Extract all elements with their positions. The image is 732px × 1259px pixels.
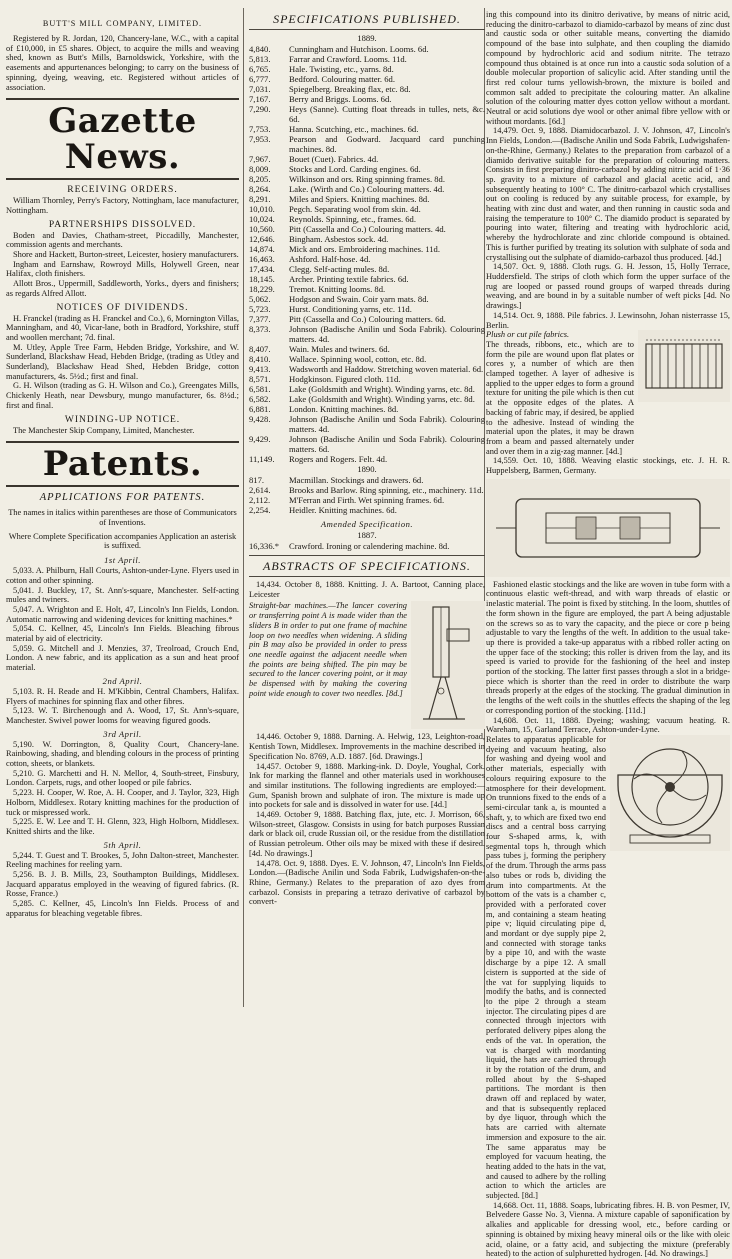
specification-row	[249, 134, 485, 154]
specification-number: 6,581.	[249, 384, 271, 394]
specification-number: 7,031.	[249, 84, 271, 94]
specification-text: Johnson (Badische Anilin und Soda Fabrik). Colouring matters. 6d.	[289, 434, 485, 454]
specification-number: 7,377.	[249, 314, 271, 324]
patent-application: 5,103. R. H. Reade and H. M'Kibbin, Central Chambers, Halifax. Flyers of machines for spinning flax and other fibres.	[6, 686, 239, 706]
specification-number: 18,229.	[249, 284, 275, 294]
specification-text: Brooks and Barlow. Ring spinning, etc., machinery. 11d.	[289, 485, 484, 495]
specification-row	[249, 434, 485, 454]
abstract-dyeing	[486, 735, 730, 1201]
specification-number: 6,582.	[249, 394, 271, 404]
patent-application: 5,256. B. J. B. Mills, 23, Southampton Buildings, Middlesex. Jacquard apparatus employed in the weaving of figured fabrics. (R. Rosse, France.)	[6, 870, 239, 899]
patent-application: 5,054. C. Kellner, 45, Lincoln's Inn Fields. Bleaching fibrous material by aid of electricity.	[6, 624, 239, 644]
specification-text: Reynolds. Spinning, etc., frames. 6d.	[289, 214, 416, 224]
column-middle	[249, 0, 485, 1011]
knitting-figure	[411, 601, 485, 729]
specification-row	[249, 485, 485, 495]
specification-row	[249, 404, 485, 414]
abstract-dyes: 14,478. Oct. 9, 1888. Dyes. E. V. Johnson, 47, Lincoln's Inn Fields, London.—(Badische Anilin und Soda Fabrik, Ludwigshafen-on-the-Rhine, Germany.) Relates to the preparation of azo dyes from carbazol. Consists in preparing a tetrazo derivative of carbazol by convert-	[249, 858, 485, 907]
specification-number: 6,777.	[249, 74, 271, 84]
specification-number: 6,765.	[249, 64, 271, 74]
specification-number: 7,290.	[249, 104, 271, 114]
specification-row	[249, 495, 485, 505]
specification-text: Johnson (Badische Anilin und Soda Fabrik). Colouring matters. 4d.	[289, 414, 485, 434]
divider	[6, 485, 239, 487]
specification-number: 8,410.	[249, 354, 271, 364]
specification-row	[249, 304, 485, 314]
specification-row	[249, 284, 485, 294]
specification-row	[249, 364, 485, 374]
specification-number: 5,813.	[249, 54, 271, 64]
patent-application: 5,210. G. Marchetti and H. N. Mellor, 4, South-street, Finsbury, London. Carpets, rugs, and other looped or pile fabrics.	[6, 768, 239, 788]
year-heading: 1889.	[357, 33, 377, 43]
specification-number: 2,254.	[249, 505, 271, 515]
specification-number: 7,967.	[249, 154, 271, 164]
gazette-news-title: Gazette News.	[48, 101, 197, 178]
specification-text: Lake (Goldsmith and Wright). Winding yarns, etc. 8d.	[289, 384, 475, 394]
specification-number: 8,291.	[249, 194, 271, 204]
date-heading: 1st April.	[104, 555, 141, 566]
specification-row	[249, 104, 485, 124]
partnership-item: Shore and Hackett, Burton-street, Leicester, hosiery manufacturers.	[13, 250, 239, 260]
patent-application: 5,223. H. Cooper, W. Roe, A. H. Cooper, and J. Taylor, 323, High Holborn, Middlesex. Rotary knitting machines for the production of tuck or mispressed work.	[6, 788, 239, 817]
specification-row	[249, 74, 485, 84]
specification-text: Pitt (Cassella and Co.) Colouring matters. 6d.	[289, 314, 446, 324]
patent-application: 5,190. W. Dorrington, 8, Quality Court, Chancery-lane. Rainbowing, shading, and blending colours in the process of printing cotton, sheets, or blankets.	[6, 739, 239, 769]
specification-number: 12,646.	[249, 234, 275, 244]
specification-text: Stocks and Lord. Carding engines. 6d.	[289, 164, 421, 174]
spec-list-1889	[249, 44, 485, 464]
specification-text: Cunningham and Hutchison. Looms. 6d.	[289, 44, 429, 54]
patent-application: 5,285. C. Kellner, 45, Lincoln's Inn Fields. Process of and apparatus for bleaching vegetable fibres.	[6, 899, 239, 918]
specification-text: Crawford. Ironing or calendering machine. 8d.	[289, 541, 450, 551]
specification-row	[249, 354, 485, 364]
year-heading: 1890.	[357, 464, 377, 474]
specification-number: 14,874.	[249, 244, 275, 254]
specification-number: 6,881.	[249, 404, 271, 414]
receiving-orders-text: William Thornley, Perry's Factory, Nottingham, lace manufacturer, Nottingham.	[6, 196, 239, 215]
dividend-item: H. Franckel (trading as H. Franckel and Co.), 6, Mornington Villas, Manningham, and 40, Vicar-lane, both in Bradford, Yorkshire, stuff and woollen merchant; 7d. final.	[6, 313, 239, 342]
specification-text: Lake. (Wirth and Co.) Colouring matters. 4d.	[289, 184, 445, 194]
abstract-text: Straight-bar machines.—The lancer covering or transferring point A is made wider than the sliders B in order to put one frame of machine loop on two needles when widening. A sliding pin B may also be provided in order to press one needle against the adjacent needle when the points are being shifted. The pin may be secured to the lancer covering point, or it may be dispensed with by making the covering point wide enough to cover two needles. [8d.]	[249, 601, 407, 698]
specification-row	[249, 384, 485, 394]
specification-row	[249, 344, 485, 354]
specification-number: 17,434.	[249, 264, 275, 274]
specification-text: Berry and Briggs. Looms. 6d.	[289, 94, 392, 104]
patent-application: 5,244. T. Guest and T. Brookes, 5, John Dalton-street, Manchester. Reeling machines for reeling yarn.	[6, 850, 239, 870]
specification-number: 16,336.*	[249, 541, 280, 551]
patent-application: 5,041. J. Buckley, 17, St. Ann's-square, Manchester. Self-acting mules and twiners.	[6, 585, 239, 605]
specification-number: 9,428.	[249, 414, 271, 424]
specification-text: Spiegelberg. Breaking flax, etc. 8d.	[289, 84, 411, 94]
specification-row	[249, 454, 485, 464]
abstract-text: The threads, ribbons, etc., which are to form the pile are wound upon flat plates or cores y, a number of which are then clamped together. A layer of adhesive is applied to the upper edges to form a ground texture for uniting the pile which is then cut at the opposite edges of the plates. A backing of fabric may, if desired, be applied to the adhesive. Instead of winding the material upon the plates, it may be drawn from a beam and passed alternately under and over them in a zig-zag manner. [4d.]	[486, 339, 634, 456]
abstract-continued: ing this compound into its dinitro derivative, by means of nitric acid, reducing the dinitro-carbazol to diamido-carbazol by means of zinc dust and caustic soda or other suitable means, converting the diamido compound of the base into sulphate, and then coupling the diamido compound by hydrochloric acid and sodium nitrite. The tetrazo compound thus obtained is at once run into a caustic soda solution of a double molecular proportion of salicylic acid. After standing until the first red colour turns yellowish-brown, the mixture is boiled and common salt added to precipitate the colouring matter. An alkaline solution of the colouring matter dyes cotton yellow without a mordant. Neutral or acid solutions dye wool or other animal fibre yellow with or without mordants. [6d.]	[486, 10, 730, 126]
patent-application: 5,047. A. Wrighton and E. Holt, 47, Lincoln's Inn Fields, London. Automatic narrowing and widening devices for knitting machines.*	[6, 604, 239, 624]
dividend-item: M. Utley, Apple Tree Farm, Hebden Bridge, Yorkshire, and W. Sunderland, Blackshaw Head, Hebden Bridge, (trading as Utley and Sunderland), Blackshaw Head Shed, Hebden Bridge, cotton manufacturers, 4s. 5½d.; first and final.	[6, 342, 239, 381]
specification-text: Lake (Goldsmith and Wright). Winding yarns, etc. 8d.	[289, 394, 475, 404]
specification-number: 8,205.	[249, 174, 271, 184]
specification-text: M'Ferran and Firth. Wet spinning frames. 6d.	[289, 495, 445, 505]
specification-text: Wallace. Spinning wool, cotton, etc. 8d.	[289, 354, 427, 364]
amended-heading: Amended Specification.	[320, 519, 414, 529]
applications-note: The names in italics within parentheses are those of Communicators of Inventions.	[8, 508, 237, 527]
abstract-stockings-text: Fashioned elastic stockings and the like are woven in tube form with a continuous elastic weft-thread, and with warp threads of elastic or inelastic material. The point is fixed by stitching. In the loom, shuttles of the form shown in the figure are employed, the part A being adjustable on the screws so as to vary the capacity, and the piece or core p being adjustable to vary the lengths of the weft. In addition to the usual take-up there is provided a take-up apparatus with a ribbed roller acting on the upper face of the stocking; this roller is driven from the lay, and its speed is varied to provide for the fashioning of the heel and instep portion of the stocking. The latter first passes through a slot in a bridge-piece which is shorter than the reed in order to distribute the warp threads properly at the edges of the stocking. The gradual diminution in the lengths of the weft coils in the shuttles effects the shaping of the leg or corresponding portion of the stocking. [11d.]	[486, 579, 730, 715]
specification-row	[249, 64, 485, 74]
abstract-elastic-stockings: 14,559. Oct. 10, 1888. Weaving elastic stockings, etc. J. H. R. Huppelsberg, Barmen, Germany.	[486, 456, 730, 476]
applications-heading: APPLICATIONS FOR PATENTS.	[39, 492, 206, 504]
specification-row	[249, 194, 485, 204]
specification-text: Johnson (Badische Anilin und Soda Fabrik). Colouring matters. 4d.	[289, 324, 485, 344]
specification-text: Pitt (Cassella and Co.) Colouring matters. 4d.	[289, 224, 446, 234]
divider	[6, 98, 239, 100]
specification-row	[249, 264, 485, 274]
abstract-diamidocarbazol: 14,479. Oct. 9, 1888. Diamidocarbazol. J. V. Johnson, 47, Lincoln's Inn Fields, London.—(Badische Anilin und Soda Fabrik, Ludwigshafen-on-the-Rhine, Germany.) Relates to the preparation from carbazol of a diamido derivative suitable for the preparation of colouring matters. Consists in first preparing dinitro-carbazol by adding nitric acid of 1·36 sp. gravity to a mixture of carbazol and glacial acetic acid, and subsequently heating to 100° C. The dinitro-carbazol which crystallises out on cooling is reduced by any suitable process, for example, by heating with zinc dust and water, and then running in caustic soda and raising the temperature to 100° C. The diamido product is separated by pouring into water, filtering and treating with hydrochloric acid, whereby the hydrochlorate and zinc chloride compound is obtained. This is further purified by treating its solution with sulphate of soda and crystallising out the sulphate of diamido-carbazol thus produced. [4d.]	[486, 126, 730, 262]
specification-row	[249, 314, 485, 324]
specification-row	[249, 124, 485, 134]
specification-text: Hanna. Scutching, etc., machines. 6d.	[289, 124, 419, 134]
partnership-item: Allott Bros., Uppermill, Saddleworth, Yorks., dyers and finishers; as regards Alfred Allott.	[6, 279, 239, 298]
specification-row	[249, 244, 485, 254]
specification-number: 2,614.	[249, 485, 271, 495]
specification-row	[249, 94, 485, 104]
specification-text: Pearson and Godward. Jacquard card punching machines. 8d.	[289, 134, 485, 154]
column-right	[486, 0, 730, 1259]
specification-number: 5,062.	[249, 294, 271, 304]
specification-text: Hodgson and Swain. Coir yarn mats. 8d.	[289, 294, 429, 304]
patent-application: 5,033. A. Philburn, Hall Courts, Ashton-under-Lyne. Flyers used in cotton and other spinning.	[6, 566, 239, 585]
specification-text: Tremot. Knitting looms. 8d.	[289, 284, 386, 294]
specification-number: 18,145.	[249, 274, 275, 284]
date-heading: 3rd April.	[103, 728, 142, 739]
specification-number: 10,024.	[249, 214, 275, 224]
abstract-marking-ink: 14,457. October 9, 1888. Marking-ink. D. Doyle, Youghal, Cork. Ink for marking the flannel and other materials used in workhouses and similar institutions. The following ingredients are employed:—Gum, Spanish brown and sulphate of iron. The mixture is made up into pockets for sale and is dissolved in water for use. [4d.]	[249, 761, 485, 810]
specification-row	[249, 505, 485, 515]
specification-row	[249, 394, 485, 404]
specification-number: 817.	[249, 475, 265, 485]
specification-text: Bingham. Asbestos sock. 4d.	[289, 234, 389, 244]
partnership-item: Ingham and Earnshaw, Rowroyd Mills, Holywell Green, near Halifax, cloth finishers.	[6, 259, 239, 279]
abstract-darning: 14,446. October 9, 1888. Darning. A. Helwig, 123, Leighton-road, Kentish Town, Middlesex. Improvements in the machine described in Specification No. 8769, A.D. 1887. [6d. Drawings.]	[249, 732, 485, 761]
specification-text: Heys (Sanne). Cutting float threads in tulles, nets, &c. 6d.	[289, 104, 485, 124]
specification-text: Bedford. Colouring matter. 6d.	[289, 74, 395, 84]
abstract-subheading: Plush or cut pile fabrics.	[486, 330, 570, 340]
abstract-heading: 14,434. October 8, 1888. Knitting. J. A. Bartoot, Canning place, Leicester	[249, 580, 485, 599]
specification-number: 16,463.	[249, 254, 275, 264]
winding-up-text: The Manchester Skip Company, Limited, Manchester.	[13, 425, 195, 435]
abstracts-title: ABSTRACTS OF SPECIFICATIONS.	[263, 559, 471, 573]
dyeing-drum-figure	[610, 735, 730, 851]
specification-text: Heidler. Knitting machines. 6d.	[289, 505, 397, 515]
date-heading: 2nd April.	[102, 675, 143, 686]
specification-number: 7,953.	[249, 134, 271, 144]
specification-row	[249, 174, 485, 184]
partnerships-heading: PARTNERSHIPS DISSOLVED.	[48, 219, 197, 230]
specification-number: 10,560.	[249, 224, 275, 234]
specification-text: Pegch. Separating wool from skin. 4d.	[289, 204, 421, 214]
column-left	[6, 0, 239, 1011]
specification-row	[249, 44, 485, 54]
specification-row	[249, 154, 485, 164]
specification-row	[249, 274, 485, 284]
abstract-pile-heading: 14,514. Oct. 9, 1888. Pile fabrics. J. Lewinsohn, Johan nisterrasse 15, Berlin.	[486, 310, 730, 330]
specification-text: London. Knitting machines. 8d.	[289, 404, 399, 414]
divider	[249, 555, 485, 556]
specification-number: 8,009.	[249, 164, 271, 174]
specification-row	[249, 224, 485, 234]
abstract-dyeing-heading: 14,608. Oct. 11, 1888. Dyeing; washing; vacuum heating. R. Wareham, 15, Garland Terrace, Ashton-under-Lyne.	[486, 715, 730, 735]
company-heading: BUTT'S MILL COMPANY, LIMITED.	[42, 19, 203, 28]
specification-row	[249, 234, 485, 244]
specification-row	[249, 374, 485, 384]
spec-list-1890	[249, 475, 485, 515]
specification-text: Wadsworth and Haddow. Stretching woven material. 6d.	[289, 364, 484, 374]
specification-text: Miles and Spiers. Knitting machines. 8d.	[289, 194, 430, 204]
specification-text: Hale. Twisting, etc., yarns. 8d.	[289, 64, 394, 74]
divider	[249, 29, 485, 30]
partnership-item: Boden and Davies, Chatham-street, Piccadilly, Manchester, commission agents and merchants.	[6, 230, 239, 250]
specification-row	[249, 54, 485, 64]
date-heading: 5th April.	[103, 839, 142, 850]
specification-text: Farrar and Crawford. Looms. 11d.	[289, 54, 407, 64]
amended-list	[249, 541, 485, 551]
specification-text: Clegg. Self-acting mules. 8d.	[289, 264, 390, 274]
specification-number: 8,373.	[249, 324, 271, 334]
specification-row	[249, 324, 485, 344]
specification-row	[249, 204, 485, 214]
specification-number: 2,112.	[249, 495, 271, 505]
specification-number: 5,723.	[249, 304, 271, 314]
specification-number: 10,010.	[249, 204, 275, 214]
specification-number: 4,840.	[249, 44, 271, 54]
patent-application: 5,059. G. Mitchell and J. Menzies, 37, Treolroad, Crouch End, London. A new fabric, and its application as a sun and heat proof material.	[6, 643, 239, 673]
winding-up-heading: WINDING-UP NOTICE.	[64, 414, 181, 425]
specification-row	[249, 84, 485, 94]
specification-number: 8,264.	[249, 184, 271, 194]
shuttle-figure	[486, 479, 730, 577]
specification-number: 7,167.	[249, 94, 271, 104]
abstract-pile-fabrics	[486, 330, 730, 456]
specification-text: Hurst. Conditioning yarns, etc. 11d.	[289, 304, 412, 314]
patent-application: 5,225. E. W. Lee and T. H. Glenn, 323, High Holborn, Middlesex. Knitted shirts and the like.	[6, 817, 239, 836]
dividend-item: G. H. Wilson (trading as G. H. Wilson and Co.), Greengates Mills, Chickenly Heath, near Dewsbury, mungo manufacturer, 6s. 8½d.; first and final.	[6, 381, 239, 410]
abstract-knitting	[249, 601, 485, 729]
company-notice: Registered by R. Jordan, 120, Chancery-lane, W.C., with a capital of £10,000, in £5 shares. Object, to acquire the mills and weaving shed, known as Butt's Mills, Barnoldswick, Yorkshire, with the easements and appurtenances belonging; to carry on the business of spinning, dyeing, weaving, etc. Registered without articles of association.	[6, 34, 239, 92]
year-heading: 1887.	[357, 530, 377, 540]
divider	[6, 441, 239, 443]
abstract-soaps: 14,668. Oct. 11, 1888. Soaps, lubricating fibres. H. B. von Pesmer, IV, Belvedere Gasse No. 3, Vienna. A mixture capable of saponification by alkalies and applicable for dressing wool, etc., before carding or spinning is obtained by mixing heavy mineral oils or the like with oleic acid, olaine, or a fatty acid, and subjecting the mixture (preferably heated) to the action of sulphuretted hydrogen. [4d. No drawings.]	[486, 1200, 730, 1259]
specification-text: Mick and ors. Embroidering machines. 11d.	[289, 244, 440, 254]
pile-plates-figure	[638, 330, 730, 402]
abstract-cloth-rugs: 14,507. Oct. 9, 1888. Cloth rugs. G. H. Jesson, 15, Holly Terrace, Huddersfield. The strips of cloth which form the upper surface of the rug are looped or passed round groups of warped threads during weaving, and are bound in by a suitable number of weft picks [4d. No drawings.]	[486, 262, 730, 311]
specification-number: 9,429.	[249, 434, 271, 444]
specification-row	[249, 541, 485, 551]
specification-text: Bouet (Cuet). Fabrics. 4d.	[289, 154, 379, 164]
patents-title: Patents.	[42, 444, 203, 485]
specifications-title: SPECIFICATIONS PUBLISHED.	[273, 12, 461, 26]
specification-text: Macmillan. Stockings and drawers. 6d.	[289, 475, 424, 485]
divider	[6, 178, 239, 180]
specification-text: Rogers and Rogers. Felt. 4d.	[289, 454, 388, 464]
specification-text: Ashford. Half-hose. 4d.	[289, 254, 371, 264]
specification-row	[249, 214, 485, 224]
specification-row	[249, 164, 485, 174]
specification-number: 11,149.	[249, 454, 275, 464]
specification-row	[249, 294, 485, 304]
specification-text: Wain. Mules and twiners. 6d.	[289, 344, 390, 354]
receiving-orders-heading: RECEIVING ORDERS.	[67, 185, 178, 196]
specification-text: Archer. Printing textile fabrics. 6d.	[289, 274, 409, 284]
abstract-text: Relates to apparatus applicable for dyeing and vacuum heating, also for washing and dyeing wool and other materials, especially with colours requiring exposure to the atmosphere for their development. On trunnions fixed to the ends of a semi-circular tank a, is mounted a shaft, y, to which are fixed two end discs and a central boss carrying four S-shaped arms, k, with segmental tops h, through which pass tubes j, forming the periphery of the drum. Through the arms pass also tubes or rods b, dividing the drum into compartments. At the bottom of the vats is a chamber c, provided with a perforated cover m, and containing a steam heating pipe v; liquid circulating pipe d, and mordant or dye supply pipe 2, and connected with storage tanks by a pipe 10, and with the waste discharge by a pipe 12. A small cistern is supported at the side of the vat for supplying liquids to modify the baths, and is connected to the pipe 2 through a steam injector. The circulating pipes d are connected through injectors with perforated delivery pipes along the ends of the vat. In operation, the vat is charged with mordanting liquid, the hats are carried through it by the rotation of the drum, and rolled about by the S-shaped partitions. The mordant is then drawn off and replaced by water, and that is subsequently replaced by dye liquor, through which the hats are carried with alternate immersion and exposure to the air. The same apparatus may be employed for vacuum heating, the heating added to the hats in the vat, and caused to adhere by the rolling action to which the articles are subjected. [8d.]	[486, 735, 606, 1201]
column-rule-1	[243, 8, 244, 1007]
dividends-heading: NOTICES OF DIVIDENDS.	[56, 302, 189, 313]
specification-text: Hodgkinson. Figured cloth. 11d.	[289, 374, 401, 384]
specification-number: 8,571.	[249, 374, 271, 384]
specification-row	[249, 254, 485, 264]
divider	[249, 576, 485, 577]
specification-row	[249, 184, 485, 194]
specification-row	[249, 414, 485, 434]
specification-text: Wilkinson and ors. Ring spinning frames. 8d.	[289, 174, 446, 184]
patent-application: 5,123. W. T. Birchenough and A. Wood, 17, St. Ann's-square, Manchester. Swivel power looms for weaving figured goods.	[6, 706, 239, 725]
specification-row	[249, 475, 485, 485]
specification-number: 7,753.	[249, 124, 271, 134]
specification-number: 9,413.	[249, 364, 271, 374]
applications-note-2: Where Complete Specification accompanies Application an asterisk is suffixed.	[8, 531, 237, 551]
specification-number: 8,407.	[249, 344, 271, 354]
abstract-batching: 14,469. October 9, 1888. Batching flax, jute, etc. J. Morrison, 66, Wilson-street, Glasgow. Consists in using for batch purposes Russian dark or black oil, crude Russian oil, or the residue from the distillation of Russian petroleum. Other oils may be mixed with these if desired. [4d. No drawings.]	[249, 810, 485, 858]
